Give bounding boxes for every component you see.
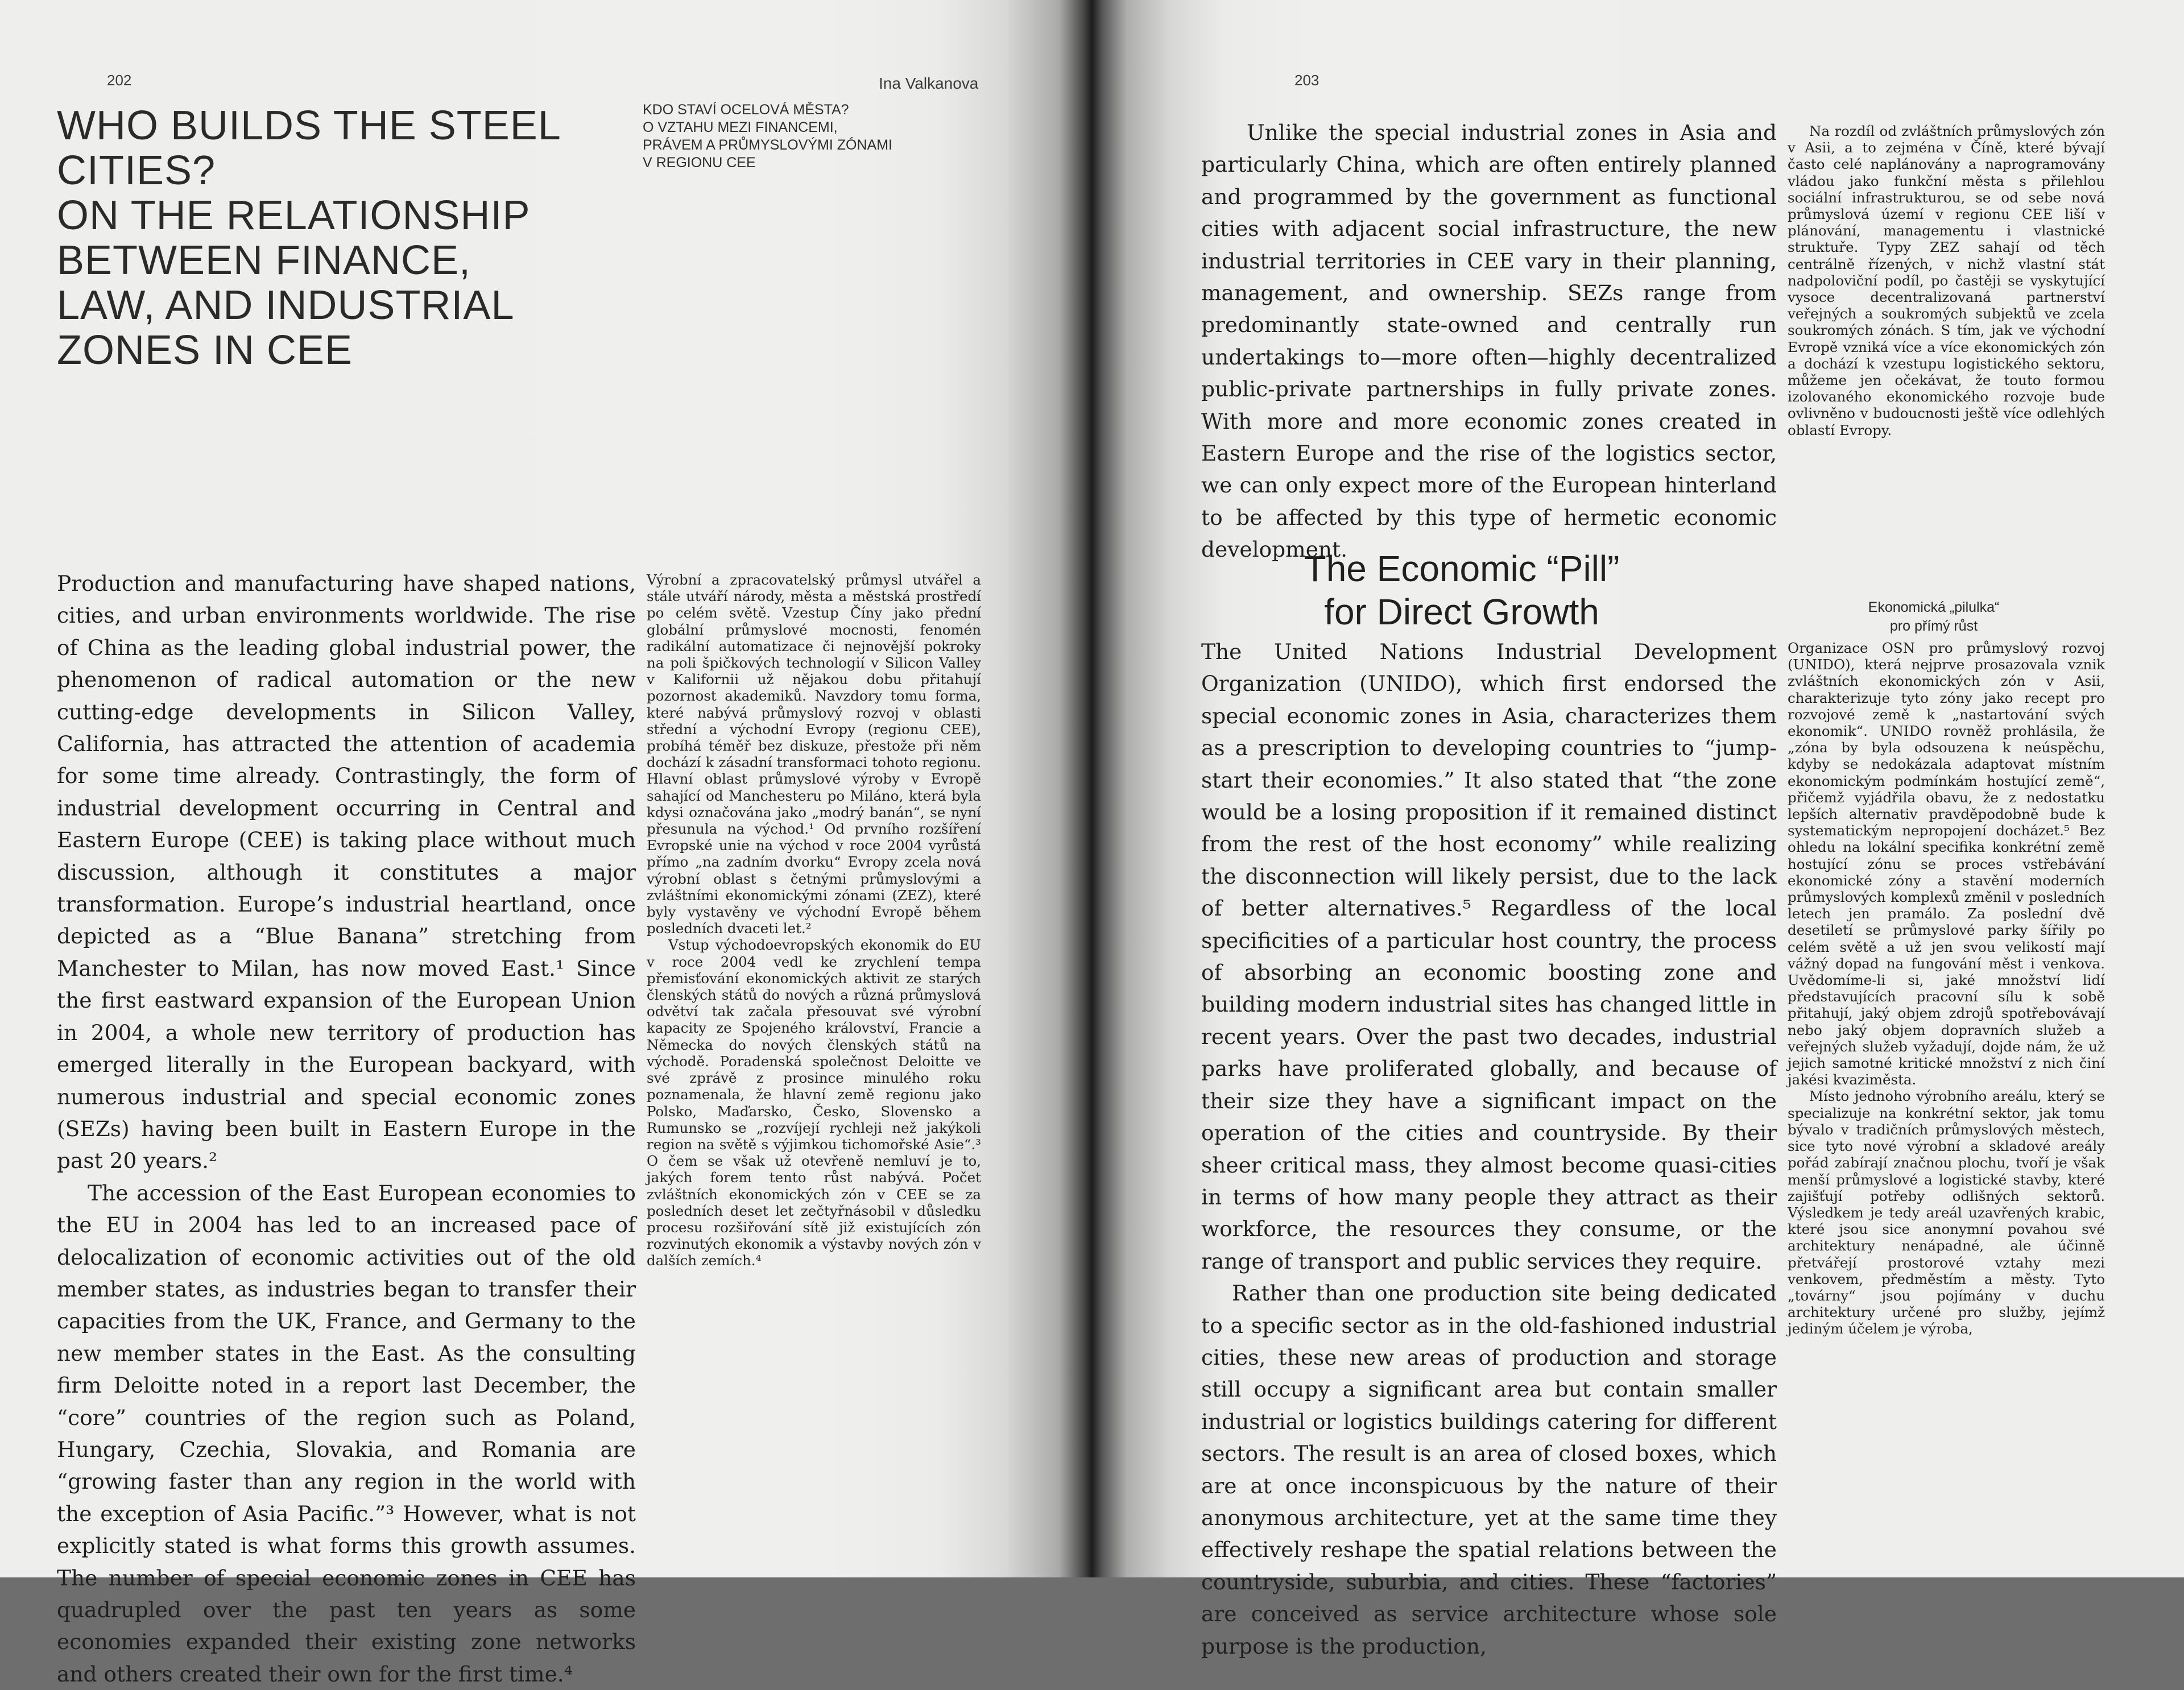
- paragraph: Production and manufacturing have shaped nations, cities, and urban environments worldwide. The rise of China as the leading global industrial power, the phenomenon of radical automation or the new cutting-edge developments in Silicon Valley, California, has attracted the attention of academia for some time already. Contrastingly, the form of industrial development occurring in Central and Eastern Europe (CEE) is taking place without much discussion, although it constitutes a major transformation. Europe’s industrial heartland, once depicted as a “Blue Banana” stretching from Manchester to Milan, has now moved East.¹ Since the first eastward expansion of the European Union in 2004, a whole new territory of production has emerged literally in the European backyard, with numerous industrial and special economic zones (SEZs) having been built in Eastern Europe in the past 20 years.²: [57, 571, 636, 1174]
- section-heading-cz-line: Ekonomická „pilulka“: [1868, 599, 2000, 615]
- title-line: CITIES?: [57, 148, 216, 193]
- paragraph: Na rozdíl od zvláštních průmyslových zón v Asii, a to zejména v Číně, které bývají často celé naplánovány a naprogramovány vládou jako funkční města s přilehlou sociální infrastrukturou, se od sebe nová průmyslová území v regionu CEE liší v plánování, managementu i vlastnické struktuře. Typy ZEZ sahají od těch centrálně řízených, v nichž vlastní stát nadpoloviční podíl, po častěji se vyskytující vysoce decentralizovaná partnerství veřejných a soukromých subjektů ve zcela soukromých zónách. S tím, jak ve východní Evropě vzniká více a více ekonomických zón a dochází k vzestupu logistického sektoru, můžeme jen očekávat, že touto formou izolovaného ekonomického rozvoje bude ovlivněno v budoucnosti ještě více odlehlých oblastí Evropy.: [1788, 123, 2105, 438]
- article-title: [57, 103, 569, 373]
- section-heading-line: for Direct Growth: [1324, 591, 1599, 632]
- body-text-czech: [647, 571, 981, 1269]
- section-text-english: [1201, 636, 1777, 1662]
- title-line: WHO BUILDS THE STEEL: [57, 103, 561, 148]
- paragraph: The accession of the East European economies to the EU in 2004 has led to an increased pace of delocalization of economic activities out of the old member states, as industries began to transfer their capacities from the UK, France, and Germany to the new member states in the East. As the consulting firm Deloitte noted in a report last December, the “core” countries of the region such as Poland, Hungary, Czechia, Slovakia, and Romania are “growing faster than any region in the world with the exception of Asia Pacific.”³ However, what is not explicitly stated is what forms this growth assumes. The number of special economic zones in CEE has quadrupled over the past ten years as some economies expanded their existing zone networks and others created their own for the first time.⁴: [57, 1180, 636, 1687]
- intro-text-english: [1201, 117, 1777, 566]
- article-title-czech: [643, 101, 938, 172]
- paragraph: The United Nations Industrial Development Organization (UNIDO), which first endorsed the special economic zones in Asia, characterizes them as a prescription to developing countries to “jump-start their economies.” It also stated that “the zone would be a losing proposition if it remained distinct from the rest of the host economy” while realizing the disconnection will likely persist, due to the lack of better alternatives.⁵ Regardless of the local specificities of a particular host country, the process of absorbing an economic boosting zone and building modern industrial sites has changed little in recent years. Over the past two decades, industrial parks have proliferated globally, and because of their size they have a significant impact on the operation of the cities and countryside. By their sheer critical mass, they almost become quasi-cities in terms of how many people they attract as their workforce, the resources they consume, or the range of transport and public services they require.: [1201, 639, 1777, 1274]
- section-heading-line: The Economic “Pill”: [1304, 548, 1620, 589]
- paragraph: Rather than one production site being dedicated to a specific sector as in the old-fashioned industrial cities, these new areas of production and storage still occupy a significant area but contain smaller industrial or logistics buildings catering for different sectors. The result is an area of closed boxes, which are at once inconspicuous by the nature of their anonymous architecture, yet at the same time they effectively reshape the spatial relations between the countryside, suburbia, and cities. These “factories” are conceived as service architecture whose sole purpose is the production,: [1201, 1281, 1777, 1659]
- page-number-left: 202: [107, 72, 132, 89]
- section-text-czech: [1788, 640, 2105, 1337]
- page-number-right: 203: [1294, 72, 1320, 89]
- section-heading-cz-line: pro přímý růst: [1889, 618, 1978, 634]
- title-line: ON THE RELATIONSHIP: [57, 193, 531, 238]
- paragraph: Místo jednoho výrobního areálu, který se specializuje na konkrétní sektor, jak tomu bývalo v tradičních průmyslových městech, sice tyto nové výrobní a skladové areály pořád zabírají značnou plochu, tvoří je však menší průmyslové a logistické stavby, které zajišťují potřeby odlišných sektorů. Výsledkem je tedy areál uzavřených krabic, které jsou sice anonymní povahou své architektury nenápadné, ale účinně přetvářejí prostorové vztahy mezi venkovem, předměstím a městy. Tyto „továrny“ jsou pojímány v duchu architektury určené pro služby, jejímž jediným účelem je výroba,: [1788, 1088, 2105, 1337]
- title-cz-line: KDO STAVÍ OCELOVÁ MĚSTA?: [643, 102, 849, 118]
- section-heading-czech: [1786, 598, 2082, 636]
- title-line: BETWEEN FINANCE,: [57, 238, 471, 283]
- title-cz-line: PRÁVEM A PRŮMYSLOVÝMI ZÓNAMI: [643, 137, 892, 153]
- title-cz-line: V REGIONU CEE: [643, 155, 756, 171]
- paragraph: Vstup východoevropských ekonomik do EU v roce 2004 vedl ke zrychlení tempa přemisťování ekonomických aktivit ze starých členských států do nových a různá průmyslová odvětví tak začala přesouvat své výrobní kapacity ze Spojeného království, Francie a Německa do nových členských států na východě. Poradenská společnost Deloitte ve své zprávě z prosince minulého roku poznamenala, že hlavní země regionu jako Polsko, Maďarsko, Česko, Slovensko a Rumunsko se „rozvíjejí rychleji než jakýkoli region na světě s výjimkou tichomořské Asie“.³ O čem se však už otevřeně nemluví je to, jakých forem tento růst nabývá. Počet zvláštních ekonomických zón v CEE se za posledních deset let zečtyřnásobil v důsledku procesu rozšiřování sítě již existujících zón rozvinutých ekonomik a výstavby nových zón v dalších zemích.⁴: [647, 937, 981, 1269]
- left-page: [0, 0, 1092, 1687]
- paragraph: Výrobní a zpracovatelský průmysl utvářel a stále utváří národy, města a městská prostředí po celém světě. Vzestup Číny jako přední globální průmyslové mocnosti, fenomén radikální automatizace či nejnovější pokroky na poli špičkových technologií v Silicon Valley v Kalifornii už nějakou dobu přitahují pozornost akademiků. Navzdory tomu forma, které nabývá průmyslový rozvoj v oblasti střední a východní Evropy (regionu CEE), probíhá téměř bez diskuze, přestože při něm dochází k zásadní transformaci tohoto regionu. Hlavní oblast průmyslové výroby v Evropě sahající od Manchesteru po Miláno, která byla kdysi označována jako „modrý banán“, se nyní přesunula na východ.¹ Od prvního rozšíření Evropské unie na východ v roce 2004 vyrůstá přímo „na zadním dvorku“ Evropy zcela nová výrobní oblast s četnými průmyslovými a zvláštními ekonomickými zónami (ZEZ), které byly vystavěny ve východní Evropě během posledních dvaceti let.²: [647, 571, 981, 937]
- title-line: LAW, AND INDUSTRIAL: [57, 283, 515, 328]
- title-line: ZONES IN CEE: [57, 328, 353, 373]
- author-name: Ina Valkanova: [879, 74, 979, 92]
- section-heading: [1206, 547, 1718, 633]
- body-text-english: [57, 568, 636, 1690]
- title-cz-line: O VZTAHU MEZI FINANCEMI,: [643, 119, 838, 135]
- paragraph: Unlike the special industrial zones in Asia and particularly China, which are often entirely planned and programmed by the government as functional cities with adjacent social infrastructure, the new industrial territories in CEE vary in their planning, management, and ownership. SEZs range from predominantly state-owned and centrally run undertakings to—more often—highly decentralized public-private partnerships in fully private zones. With more and more economic zones created in Eastern Europe and the rise of the logistics sector, we can only expect more of the European hinterland to be affected by this type of hermetic economic development.: [1201, 120, 1777, 562]
- intro-text-czech: [1788, 123, 2105, 438]
- paragraph: Organizace OSN pro průmyslový rozvoj (UNIDO), která nejprve prosazovala vznik zvláštních ekonomických zón v Asii, charakterizuje tyto zóny jako recept pro rozvojové země k „nastartování svých ekonomik“. UNIDO rovněž prohlásila, že „zóna by byla odsouzena k neúspěchu, kdyby se nedokázala adaptovat místním ekonomickým podmínkám hostující země“, přičemž vyjádřila obavu, že z nedostatku lepších alternativ pravděpodobně bude k systematickým nepropojení docházet.⁵ Bez ohledu na lokální specifika konkrétní země hostující zónu se proces vstřebávání ekonomické zóny a stavění moderních průmyslových komplexů změnil v posledních letech jen pramálo. Za poslední dvě desetiletí se průmyslové parky šířily po celém světě a už jen svou velikostí mají vážný dopad na fungování měst i venkova. Uvědomíme-li si, jaké množství lidí představujících pracovní sílu k sobě přitahují, jaký objem zdrojů spotřebovávají nebo jaký objem dopravních služeb a veřejných služeb vyžadují, dojde nám, že už jejich samotné kritické množství z nich činí jakési kvaziměsta.: [1788, 640, 2105, 1088]
